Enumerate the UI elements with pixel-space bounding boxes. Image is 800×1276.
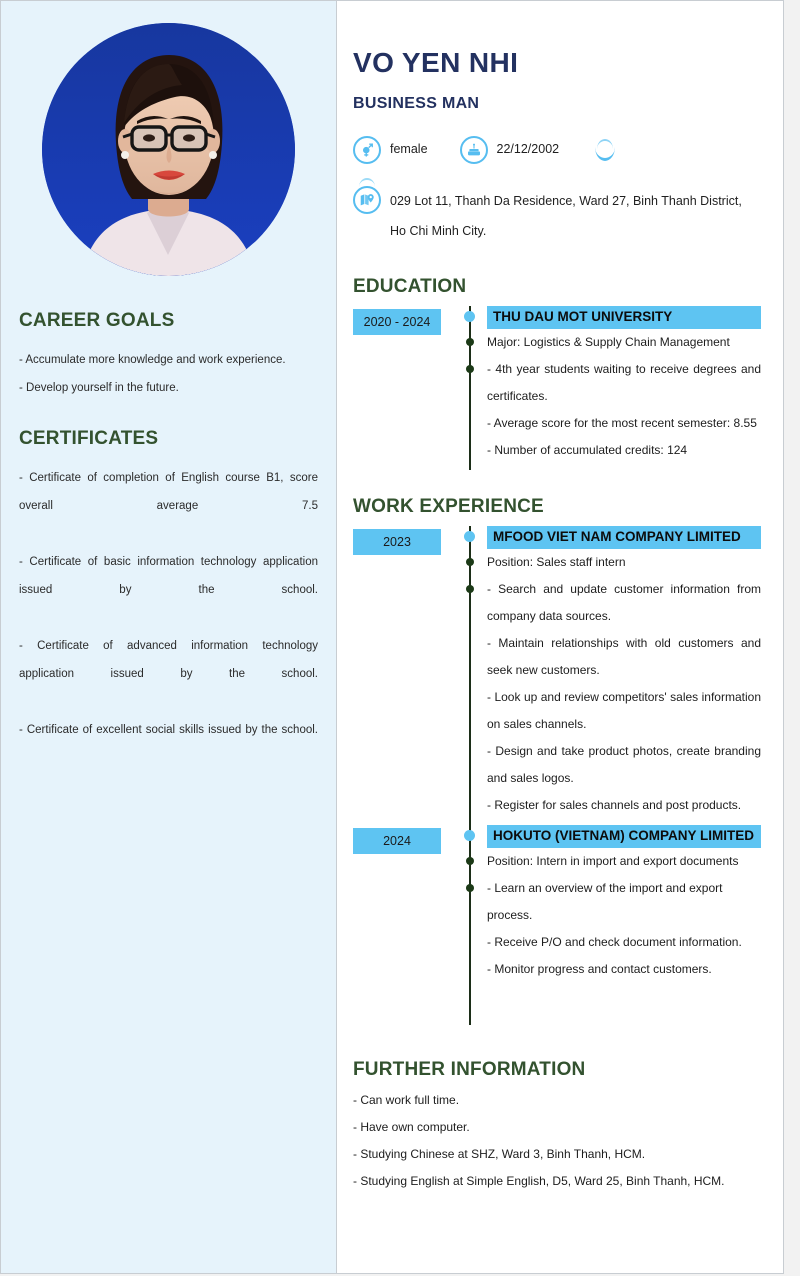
work-detail-line: Position: Sales staff intern — [487, 555, 626, 569]
phone-icon — [591, 136, 619, 164]
work-detail-line: - Search and update customer information from company data sources. — [487, 582, 761, 623]
work-detail-line: - Design and take product photos, create branding and sales logos. — [487, 744, 761, 785]
work-period-col — [353, 825, 463, 1025]
work-detail-line: - Look up and review competitors' sales information on sales channels. — [487, 690, 761, 731]
sidebar — [1, 1, 337, 1273]
contact-gender — [353, 135, 428, 164]
birthdate-value: 22/12/2002 — [496, 142, 560, 156]
education-detail-line: Major: Logistics & Supply Chain Management — [487, 335, 730, 349]
further-information-item: - Have own computer. — [353, 1120, 470, 1134]
work-timeline — [353, 526, 761, 1025]
timeline-axis — [463, 526, 477, 825]
work-detail-line: - Maintain relationships with old customers and seek new customers. — [487, 636, 761, 677]
work-period-col — [353, 526, 463, 825]
work-entry — [353, 526, 761, 825]
work-detail-line: - Monitor progress and contact customers. — [487, 962, 712, 976]
certificate-item: - Certificate of completion of English course B1, score overall average 7.5 — [19, 472, 318, 512]
timeline-dot — [466, 857, 474, 865]
education-heading: EDUCATION — [353, 276, 467, 297]
certificate-item: - Certificate of excellent social skills issued by the school. — [19, 724, 318, 736]
timeline-rail — [469, 306, 471, 470]
career-goals-heading: CAREER GOALS — [19, 310, 175, 331]
work-detail-line: Position: Intern in import and export documents — [487, 854, 739, 868]
company-name: MFOOD VIET NAM COMPANY LIMITED — [487, 526, 761, 549]
contact-row — [353, 135, 761, 164]
gender-value: female — [390, 142, 428, 156]
education-section — [353, 276, 761, 470]
timeline-dot — [464, 531, 475, 542]
page-title: VO YEN NHI — [353, 47, 519, 78]
certificate-item: - Certificate of advanced information technology application issued by the school. — [19, 640, 318, 680]
education-detail-col — [477, 306, 761, 470]
timeline-dot — [466, 558, 474, 566]
timeline-dot — [466, 884, 474, 892]
education-period-badge: 2020 - 2024 — [353, 309, 441, 335]
education-detail-line: - 4th year students waiting to receive degrees and certificates. — [487, 362, 761, 403]
map-icon-arc — [359, 178, 375, 187]
career-goals-section — [19, 310, 318, 402]
further-information-item: - Studying Chinese at SHZ, Ward 3, Binh Thanh, HCM. — [353, 1147, 646, 1161]
career-goal-item: - Accumulate more knowledge and work experience. — [19, 354, 286, 366]
career-goal-item: - Develop yourself in the future. — [19, 382, 179, 394]
work-detail-col — [477, 825, 761, 1025]
education-detail-line: - Number of accumulated credits: 124 — [487, 443, 688, 457]
map-location-icon — [353, 186, 381, 214]
main-content — [337, 1, 783, 1273]
timeline-axis — [463, 825, 477, 1025]
avatar — [42, 23, 295, 276]
job-title: BUSINESS MAN — [353, 95, 480, 112]
timeline-dot — [466, 365, 474, 373]
address-value: 029 Lot 11, Thanh Da Residence, Ward 27, Binh Thanh District, Ho Chi Minh City. — [390, 194, 742, 238]
work-experience-heading: WORK EXPERIENCE — [353, 496, 544, 517]
timeline-dot — [466, 585, 474, 593]
contact-birthdate — [460, 135, 560, 164]
gender-icon — [353, 136, 381, 164]
page-gutter — [784, 0, 800, 1276]
education-period-col — [353, 306, 463, 470]
work-detail-col — [477, 526, 761, 825]
timeline-axis — [463, 306, 477, 470]
timeline-rail — [469, 526, 471, 825]
work-detail-line: - Learn an overview of the import and export process. — [487, 881, 723, 922]
work-period-badge: 2023 — [353, 529, 441, 555]
company-name: HOKUTO (VIETNAM) COMPANY LIMITED — [487, 825, 761, 848]
further-information-heading: FURTHER INFORMATION — [353, 1059, 586, 1080]
contact-address — [353, 186, 761, 246]
birthday-cake-icon — [460, 136, 488, 164]
work-entry — [353, 825, 761, 1025]
certificates-section — [19, 428, 318, 772]
school-name: THU DAU MOT UNIVERSITY — [487, 306, 761, 329]
contact-phone-partial — [591, 136, 619, 164]
education-entry — [353, 306, 761, 470]
certificate-item: - Certificate of basic information technology application issued by the school. — [19, 556, 318, 596]
work-period-badge: 2024 — [353, 828, 441, 854]
timeline-dot — [464, 311, 475, 322]
timeline-dot — [464, 830, 475, 841]
further-information-section — [353, 1059, 761, 1195]
phone-icon-arc-bottom — [595, 147, 615, 161]
work-detail-line: - Receive P/O and check document information. — [487, 935, 742, 949]
work-detail-line: - Register for sales channels and post products. — [487, 798, 742, 812]
work-experience-section — [353, 496, 761, 1025]
timeline-dot — [466, 338, 474, 346]
further-information-item: - Studying English at Simple English, D5, Ward 25, Binh Thanh, HCM. — [353, 1174, 725, 1188]
further-information-item: - Can work full time. — [353, 1093, 460, 1107]
education-detail-line: - Average score for the most recent semester: 8.55 — [487, 416, 757, 430]
profile-photo-wrapper — [19, 23, 318, 276]
education-timeline — [353, 306, 761, 470]
certificates-heading: CERTIFICATES — [19, 428, 159, 449]
timeline-rail — [469, 825, 471, 1025]
